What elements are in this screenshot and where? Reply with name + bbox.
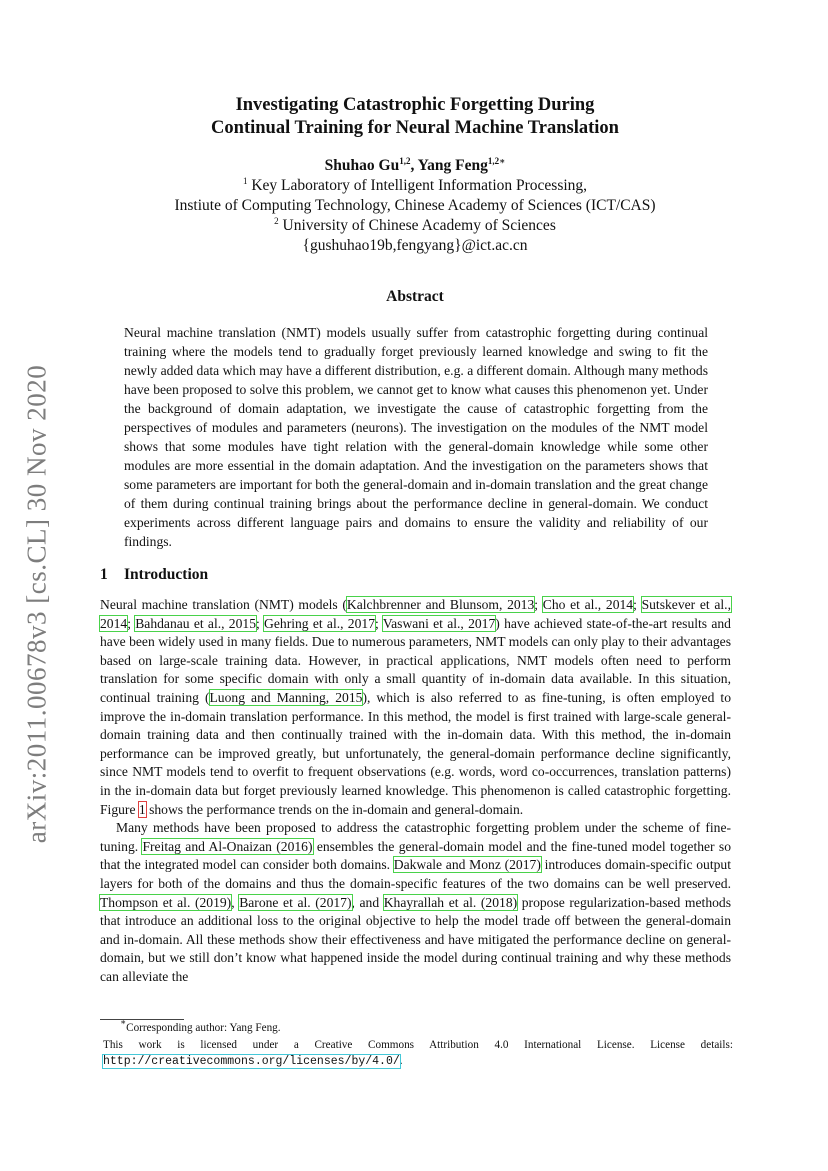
citation-link[interactable]: Bahdanau et al., 2015: [135, 615, 256, 631]
author-2-affiliation-mark: 1,2∗: [487, 156, 506, 166]
affiliation-3-mark: 2: [274, 216, 279, 226]
citation-link[interactable]: Freitag and Al-Onaizan (2016): [142, 838, 313, 854]
arxiv-stamp: [20, 358, 54, 850]
citation-link[interactable]: Cho et al., 2014: [542, 597, 634, 612]
text-span: ;: [127, 615, 136, 631]
author-block: [100, 156, 730, 256]
footnote-license: [103, 1037, 733, 1070]
text-span: ;: [534, 597, 543, 612]
citation-link[interactable]: Kalchbrenner and Blunsom, 2013: [346, 597, 535, 612]
text-span: ;: [633, 597, 642, 612]
affiliation-3-text: University of Chinese Academy of Sciences: [278, 217, 556, 234]
text-span: propose regularization-based methods that introduce an additional loss to the original objective to help the model trade off between the general-domain and in-domain. All these methods show their effectiveness and have mitigated the performance decline on general-domain, but we still don’t know what happened inside the model during continual training and why these methods can alleviate the: [100, 894, 731, 984]
title-line-1: Investigating Catastrophic Forgetting During: [235, 95, 595, 115]
author-email: {gushuhao19b,fengyang}@ict.ac.cn: [302, 237, 528, 254]
footnote-2-text: This work is licensed under a Creative Commons Attribution 4.0 International License. License details:: [103, 1039, 733, 1051]
text-span: ;: [375, 615, 383, 631]
paper-title: [100, 94, 730, 140]
abstract-text: Neural machine translation (NMT) models usually suffer from catastrophic forgetting during continual training where the models tend to gradually forget previously learned knowledge and swing to fit the newly added data which may have a different distribution, e.g. a different domain. Although many methods have been proposed to solve this problem, we cannot get to know what causes this phenomenon yet. Under the background of domain adaptation, we investigate the cause of catastrophic forgetting from the perspectives of modules and parameters (neurons). The investigation on the modules of the NMT model shows that some modules have tight relation with the general-domain knowledge while some other modules are more essential in the domain adaptation. And the investigation on the parameters shows that some parameters are important for both the general-domain and in-domain translation and the great change of them during continual training brings about the performance decline in general-domain. We conduct experiments across different language pairs and domains to ensure the validity and reliability of our findings.: [124, 325, 708, 549]
footnote-mark: ∗: [120, 1017, 127, 1027]
footnote-2-end: .: [399, 1055, 403, 1067]
affiliation-1-text: Key Laboratory of Intelligent Information Processing,: [247, 177, 588, 194]
text-span: , and: [351, 894, 384, 910]
author-1-affiliation-mark: 1,2: [399, 156, 411, 166]
text-span: Neural machine translation (NMT) models (: [100, 597, 347, 612]
paragraph-2: [100, 819, 731, 986]
citation-link[interactable]: Thompson et al. (2019): [100, 894, 232, 910]
footnote-rule: [100, 1019, 184, 1020]
abstract-heading: Abstract: [386, 288, 444, 305]
arxiv-stamp-text: arXiv:2011.00678v3 [cs.CL] 30 Nov 2020: [21, 364, 52, 844]
footnote-corresponding-author: [120, 1017, 281, 1034]
license-url-link[interactable]: http://creativecommons.org/licenses/by/4.0/: [103, 1055, 400, 1068]
affiliation-2: Instiute of Computing Technology, Chinese Academy of Sciences (ICT/CAS): [174, 197, 656, 214]
text-span: shows the performance trends on the in-domain and general-domain.: [145, 801, 524, 817]
text-span: ), which is also referred to as fine-tuning, is often employed to improve the in-domain translation performance. In this method, the model is first trained with large-scale general-domain training data and then continually trained with the in-domain data. With this method, the in-domain performance can be improved greatly, but unfortunately, the general-domain performance decline significantly, since NMT models tend to overfit to frequent observations (e.g. words, word co-occurrences, translation patterns) in the in-domain data but forget previously learned knowledge. This phenomenon is called catastrophic forgetting. Figure: [100, 689, 731, 817]
citation-link[interactable]: Dakwale and Monz (2017): [393, 857, 541, 873]
footnote-1-text: Corresponding author: Yang Feng.: [126, 1022, 281, 1034]
citation-link[interactable]: Luong and Manning, 2015: [209, 689, 363, 705]
text-span: ) have achieved state-of-the-art results and have been widely used in many fields. Due to numerous parameters, NMT models can only play to their advantages based on large-scale training data. However, in practical applications, NMT models often need to perform translation for some specific domain with only a small quantity of in-domain data available. In this situation, continual training (: [100, 615, 731, 705]
author-names: [100, 156, 730, 176]
text-span: introduces domain-specific output layers for both of the domains and thus the domain-specific features of the two domains can be well preserved.: [100, 857, 731, 891]
text-span: ;: [256, 615, 265, 631]
author-1: Shuhao Gu: [324, 157, 400, 174]
text-span: ,: [231, 894, 240, 910]
author-separator: ,: [410, 157, 418, 174]
text-span: ensembles the general-domain model and the fine-tuned model together so that the integrated model can consider both domains.: [100, 838, 731, 873]
affiliation-1-mark: 1: [242, 176, 248, 186]
section-heading-introduction: [100, 566, 208, 584]
affiliation-3: [100, 216, 730, 236]
introduction-body: [100, 596, 731, 986]
citation-link[interactable]: Khayrallah et al. (2018): [383, 894, 518, 910]
title-line-2: Continual Training for Neural Machine Translation: [211, 118, 619, 138]
citation-link[interactable]: Sutskever et al., 2014: [100, 597, 731, 631]
paragraph-1: [100, 596, 731, 819]
citation-link[interactable]: Vaswani et al., 2017: [382, 615, 496, 631]
section-title: Introduction: [124, 566, 209, 583]
text-span: Many methods have been proposed to address the catastrophic forgetting problem under the scheme of fine-tuning.: [100, 820, 731, 854]
author-2: Yang Feng: [417, 157, 488, 174]
figure-reference-link[interactable]: 1: [138, 801, 146, 817]
citation-link[interactable]: Gehring et al., 2017: [264, 615, 375, 631]
affiliation-1: [100, 176, 730, 196]
section-number: 1: [100, 566, 108, 583]
citation-link[interactable]: Barone et al. (2017): [239, 894, 352, 910]
